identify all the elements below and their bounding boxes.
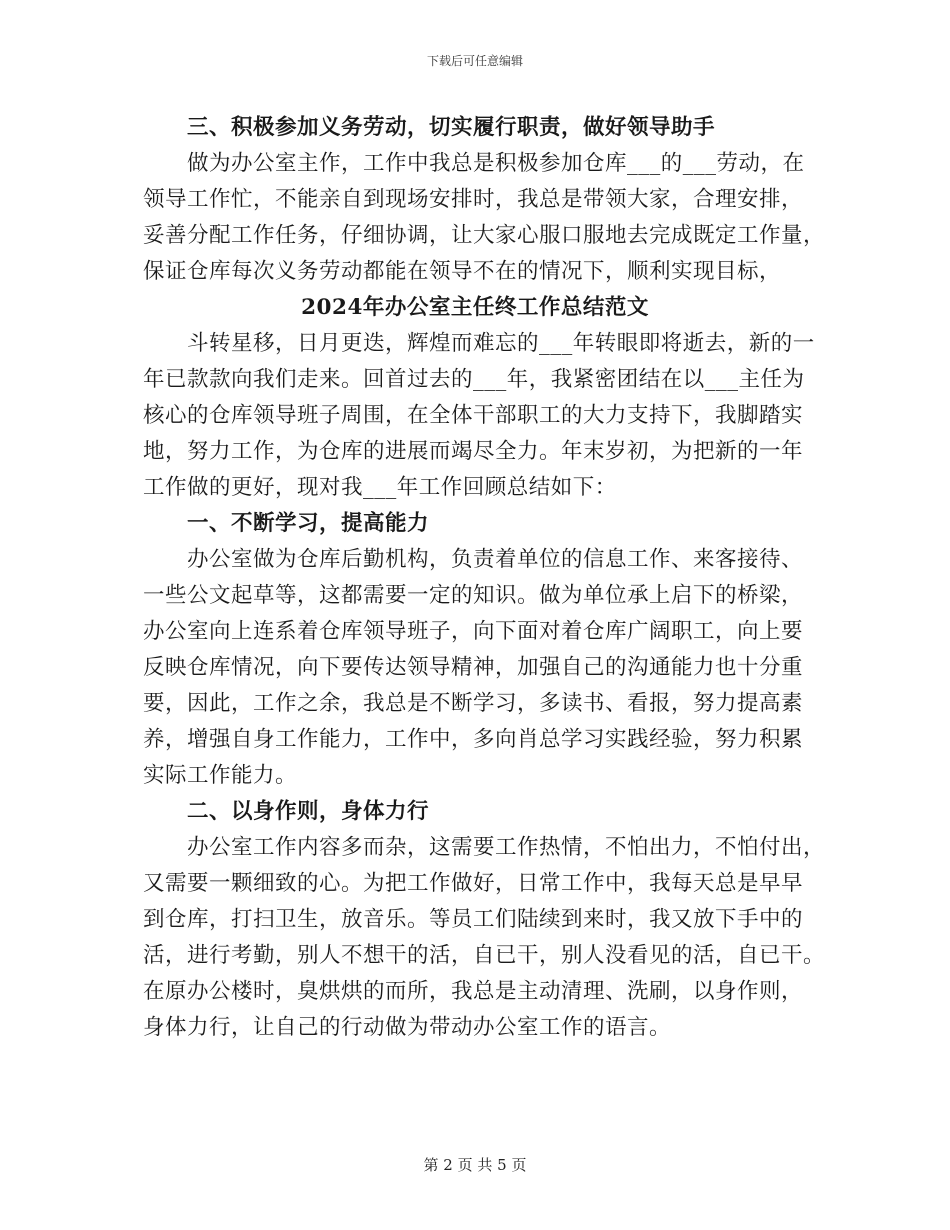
- paragraph-line: 领导工作忙，不能亲自到现场安排时，我总是带领大家，合理安排，: [143, 187, 804, 212]
- paragraph-line: 工作做的更好，现对我___年工作回顾总结如下：: [143, 475, 617, 500]
- paragraph-line: 做为办公室主作，工作中我总是积极参加仓库___的___劳动，在: [187, 151, 805, 176]
- paragraph-line: 办公室向上连系着仓库领导班子，向下面对着仓库广阔职工，向上要: [143, 619, 804, 644]
- paragraph-line: 身体力行，让自己的行动做为带动办公室工作的语言。: [143, 1015, 672, 1040]
- paragraph-line: 实际工作能力。: [143, 763, 298, 788]
- paragraph-line: 活，进行考勤，别人不想干的活，自已干，别人没看见的活，自已干。: [143, 943, 826, 968]
- paragraph-line: 办公室做为仓库后勤机构，负责着单位的信息工作、来客接待、: [187, 547, 804, 572]
- paragraph-line: 妥善分配工作任务，仔细协调，让大家心服口服地去完成既定工作量，: [143, 223, 826, 248]
- paragraph-line: 一些公文起草等，这都需要一定的知识。做为单位承上启下的桥梁，: [143, 583, 804, 608]
- paragraph-line: 又需要一颗细致的心。为把工作做好，日常工作中，我每天总是早早: [143, 871, 804, 896]
- paragraph-line: 反映仓库情况，向下要传达领导精神，加强自己的沟通能力也十分重: [143, 655, 804, 680]
- paragraph-line: 年已款款向我们走来。回首过去的___年，我紧密团结在以___主任为: [143, 367, 805, 392]
- article-title: 2024年办公室主任终工作总结范文: [301, 295, 649, 320]
- section-heading: 一、不断学习，提高能力: [187, 511, 430, 536]
- paragraph-line: 斗转星移，日月更迭，辉煌而难忘的___年转眼即将逝去，新的一: [187, 331, 815, 356]
- paragraph-line: 养，增强自身工作能力，工作中，多向肖总学习实践经验，努力积累: [143, 727, 804, 752]
- paragraph-line: 要，因此，工作之余，我总是不断学习，多读书、看报，努力提高素: [143, 691, 804, 716]
- paragraph-line: 到仓库，打扫卫生，放音乐。等员工们陆续到来时，我又放下手中的: [143, 907, 804, 932]
- document-body: [143, 110, 826, 1046]
- paragraph-line: 办公室工作内容多而杂，这需要工作热情，不怕出力，不怕付出，: [187, 835, 826, 860]
- page-number-footer: 第 2 页 共 5 页: [423, 1156, 527, 1174]
- page-header-note: 下载后可任意编辑: [426, 54, 523, 68]
- paragraph-line: 核心的仓库领导班子周围，在全体干部职工的大力支持下，我脚踏实: [143, 403, 804, 428]
- paragraph-line: 在原办公楼时，臭烘烘的而所，我总是主动清理、洗刷，以身作则，: [143, 979, 804, 1004]
- paragraph-line: 地，努力工作，为仓库的进展而竭尽全力。年末岁初，为把新的一年: [143, 439, 804, 464]
- section-heading: 三、积极参加义务劳动，切实履行职责，做好领导助手: [187, 115, 716, 140]
- paragraph-line: 保证仓库每次义务劳动都能在领导不在的情况下，顺利实现目标，: [143, 259, 782, 284]
- section-heading: 二、以身作则，身体力行: [187, 799, 430, 824]
